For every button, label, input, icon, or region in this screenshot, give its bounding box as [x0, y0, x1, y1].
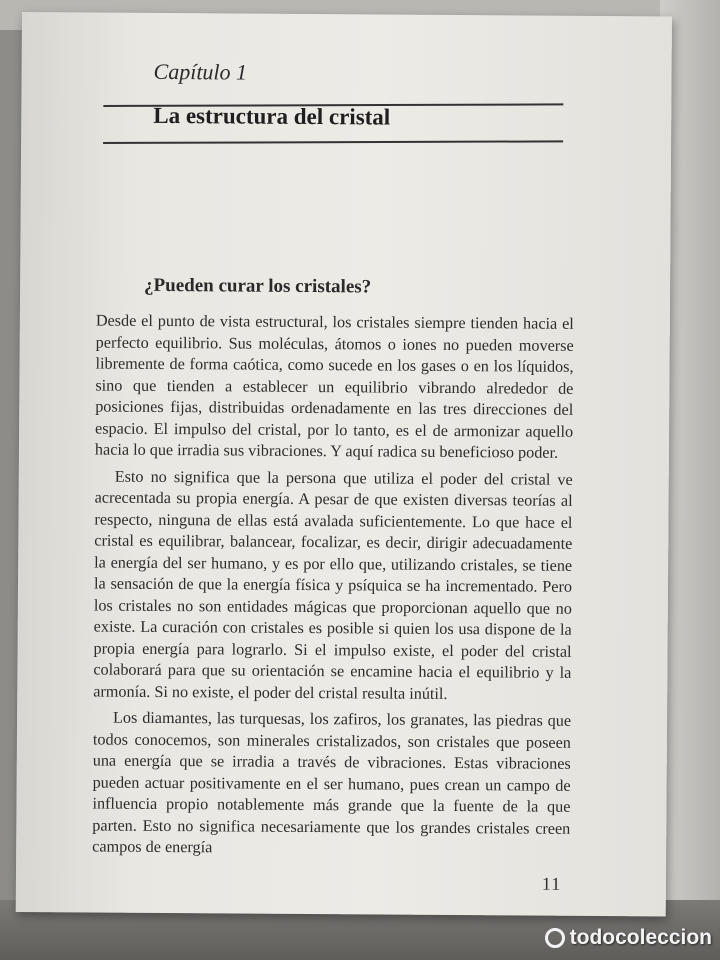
watermark — [545, 926, 712, 950]
paragraph: Desde el punto de vista estructural, los cristales siempre tienden hacia el perfecto equilibrio. Sus moléculas, átomos o iones no pueden moverse libremente de forma caótica, como sucede en los gases o en los líquidos, sino que tienden a establecer un equilibrio vibrando alrededor de posiciones fijas, distribuidas ordenadamente en las tres direcciones del espacio. El impulso del cristal, por lo tanto, es el de armonizar aquello hacia lo que irradia sus vibraciones. Y aquí radica su beneficioso poder. — [94, 311, 574, 462]
section-title: ¿Pueden curar los cristales? — [144, 274, 372, 298]
watermark-text: todocoleccion — [569, 926, 712, 949]
paragraph: Esto no significa que la persona que utiliza el poder del cristal ve acrecentada su propia energía. A pesar de que existen diversas teorías al respecto, ninguna de ellas está avalada suficientemente. Lo que hace el cristal es equilibrar, balancear, focalizar, es decir, dirigir adecuadamente la energía del ser humano, y es por ello que, utilizando cristales, se tiene la sensación de que la energía física y psíquica se ha incrementado. Pero los cristales no son entidades mágicas que proporcionan aquello que no existe. La curación con cristales es posible si quien los usa dispone de la propia energía para lograrlo. Si el impulso existe, el poder del cristal colaborará para que su orientación se encamine hacia el equilibrio y la armonía. Si no existe, el poder del cristal resulta inútil. — [93, 467, 573, 703]
circle-logo-icon — [545, 928, 565, 948]
book-page — [16, 12, 672, 917]
paragraph: Los diamantes, las turquesas, los zafiros, los granates, las piedras que todos conocemos, son minerales cristalizados, son cristales que poseen una energía que se irradia a través de vibraciones. Estas vibraciones pueden actuar positivamente en el ser humano, pues crean un campo de influencia propio notablemente más grande que la fuente de la que parten. Esto no significa necesariamente que los grandes cristales creen campos de energía — [92, 708, 572, 857]
chapter-label: Capítulo 1 — [153, 58, 248, 85]
page-number: 11 — [541, 873, 562, 894]
chapter-title: La estructura del cristal — [153, 102, 391, 130]
chapter-rule-bottom — [103, 140, 563, 144]
body-text — [92, 311, 574, 867]
